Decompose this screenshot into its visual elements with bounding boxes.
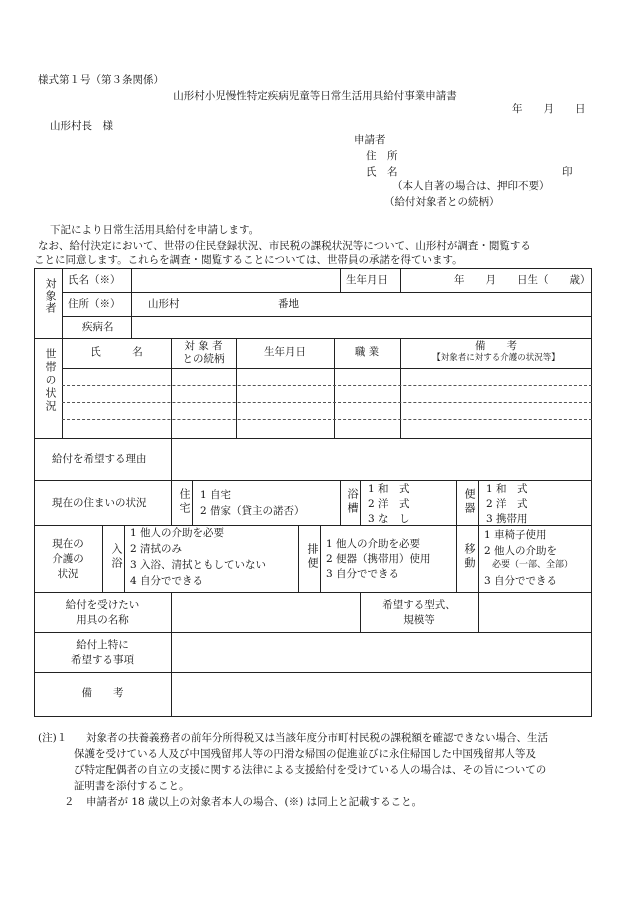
- model-field[interactable]: [480, 594, 589, 631]
- toilet-label: 便器: [463, 488, 476, 516]
- excretion-label: 排便: [306, 543, 319, 571]
- items-label-1: 給付を受けたい: [65, 599, 140, 611]
- note-1-line-3: び特定配偶者の自立の支援に関する法律による支援給付を受けている人の場合は、その旨についての: [74, 764, 547, 776]
- intro-line-1: 下記により日常生活用具給付を申請します。: [50, 224, 260, 236]
- intro-line-3: ことに同意します。これらを調査・閲覧することについては、世帯員の承諾を得ています。: [34, 254, 463, 266]
- addressee: 山形村長 様: [50, 120, 113, 132]
- bathing-option-3[interactable]: 3 入浴、清拭ともしていない: [130, 559, 267, 571]
- disease-label: 疾病名: [82, 321, 114, 333]
- toilet-option-2[interactable]: 2 洋 式: [486, 498, 528, 510]
- subject-banchi: 番地: [278, 298, 299, 310]
- housing-label: 現在の住まいの状況: [52, 497, 147, 509]
- applicant-address-label: 住 所: [366, 150, 398, 162]
- subject-address-label: 住所（※）: [68, 298, 121, 310]
- subject-label: 対象者: [44, 278, 57, 314]
- household-col-remarks-sub: 【対象者に対する介護の状況等】: [432, 353, 560, 363]
- bathing-option-4[interactable]: 4 自分でできる: [130, 575, 204, 587]
- subject-village: 山形村: [148, 298, 180, 310]
- bathtub-label: 浴槽: [346, 488, 359, 516]
- toilet-option-1[interactable]: 1 和 式: [486, 483, 528, 495]
- note-1-line-1: 対象者の扶養義務者の前年分所得税又は当該年度分市町村民税の課税額を確認できない場合、生活: [86, 732, 548, 744]
- seal-note: （本人自著の場合は、押印不要）: [392, 180, 550, 192]
- disease-field[interactable]: [133, 318, 589, 337]
- house-option-2[interactable]: 2 借家（貸主の諾否）: [200, 505, 305, 517]
- note-1-head: (注)１: [38, 732, 68, 744]
- model-label-2: 規模等: [403, 614, 435, 626]
- household-col-remarks: 備 考: [475, 340, 517, 352]
- bathtub-option-3[interactable]: 3 な し: [368, 513, 410, 525]
- moving-option-2-detail: 必要（一部、全部）: [492, 560, 574, 570]
- bathing-label: 入浴: [110, 543, 123, 571]
- special-label-2: 希望する事項: [71, 654, 134, 666]
- care-label-1: 現在の: [52, 538, 84, 550]
- house-type-label: 住宅: [178, 488, 191, 516]
- items-field[interactable]: [173, 594, 359, 631]
- relation-note: （給付対象者との続柄）: [384, 196, 500, 208]
- moving-option-2[interactable]: 2 他人の介助を: [484, 545, 558, 557]
- subject-name-field[interactable]: [133, 270, 339, 291]
- form-number: 様式第１号（第３条関係）: [38, 74, 164, 86]
- remarks-field[interactable]: [173, 674, 589, 715]
- excretion-option-3[interactable]: 3 自分でできる: [326, 568, 400, 580]
- special-field[interactable]: [173, 634, 589, 671]
- subject-birth-label: 生年月日: [346, 274, 388, 286]
- household-col-birth: 生年月日: [264, 346, 306, 358]
- subject-name-label: 氏名（※）: [68, 274, 121, 286]
- note-1-line-2: 保護を受けている人及び中国残留邦人等の円滑な帰国の促進並びに永住帰国した中国残留邦人等及: [74, 748, 536, 760]
- household-col-relation-2: との続柄: [182, 353, 225, 365]
- care-label-3: 状況: [57, 568, 79, 580]
- note-2-line: 申請者が 18 歳以上の対象者本人の場合、(※) は同上と記載すること。: [86, 796, 423, 808]
- moving-option-1[interactable]: 1 車椅子使用: [484, 529, 547, 541]
- excretion-option-1[interactable]: 1 他人の介助を必要: [326, 538, 421, 550]
- subject-birth-value[interactable]: 年 月 日生（ 歳）: [454, 274, 591, 286]
- household-col-job: 職 業: [354, 346, 380, 358]
- excretion-option-2[interactable]: 2 便器（携帯用）使用: [326, 553, 431, 565]
- household-label: 世帯の状況: [44, 348, 57, 413]
- moving-option-3[interactable]: 3 自分でできる: [484, 575, 558, 587]
- house-option-1[interactable]: 1 自宅: [200, 489, 232, 501]
- page-title: 山形村小児慢性特定疾病児童等日常生活用具給付事業申請書: [173, 90, 457, 102]
- bathing-option-1[interactable]: 1 他人の介助を必要: [130, 527, 225, 539]
- reason-label: 給付を希望する理由: [52, 453, 147, 465]
- moving-label: 移動: [463, 543, 476, 571]
- seal-mark: 印: [562, 166, 573, 178]
- bathing-option-2[interactable]: 2 清拭のみ: [130, 543, 183, 555]
- application-form-table: [34, 268, 592, 717]
- care-label-2: 介護の: [52, 553, 84, 565]
- remarks-label: 備 考: [81, 687, 124, 699]
- intro-line-2: なお、給付決定において、世帯の住民登録状況、市民税の課税状況等について、山形村が調査・閲覧する: [38, 240, 531, 252]
- toilet-option-3[interactable]: 3 携帯用: [486, 513, 528, 525]
- household-col-relation-1: 対 象 者: [184, 340, 223, 352]
- household-col-name: 氏 名: [90, 346, 143, 358]
- special-label-1: 給付上特に: [76, 639, 129, 651]
- model-label-1: 希望する型式、: [382, 599, 456, 611]
- bathtub-option-1[interactable]: 1 和 式: [368, 483, 410, 495]
- note-2-head: ２: [64, 796, 75, 808]
- reason-field[interactable]: [173, 440, 589, 478]
- application-date[interactable]: 年 月 日: [512, 103, 586, 115]
- items-label-2: 用具の名称: [76, 614, 129, 626]
- note-1-line-4: 証明書を添付すること。: [74, 780, 190, 792]
- applicant-label: 申請者: [354, 134, 386, 146]
- applicant-name-label: 氏 名: [366, 166, 398, 178]
- bathtub-option-2[interactable]: 2 洋 式: [368, 498, 410, 510]
